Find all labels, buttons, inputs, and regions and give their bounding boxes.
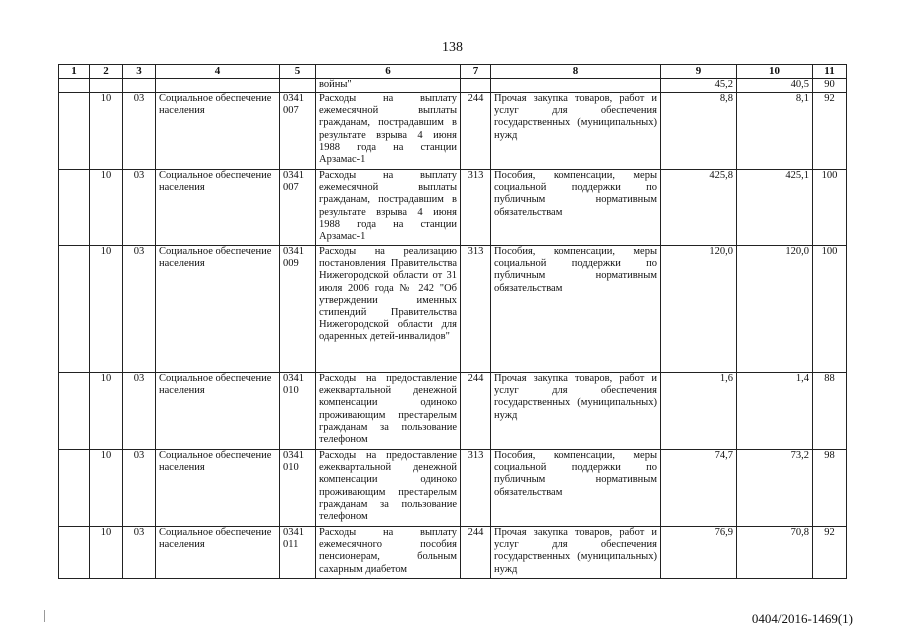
header-cell: 7 <box>461 65 491 79</box>
cell-subsection: 03 <box>123 373 156 450</box>
cell <box>491 79 661 93</box>
cell-type-name: Прочая закупка товаров, работ и услуг для обеспечения государственных (муниципальных) нужд <box>491 527 661 579</box>
cell <box>59 373 90 450</box>
cell-description: Расходы на выплату ежемесячной выплаты гражданам, пострадавшим в результате взрыва 4 июня 1988 года на станции Арзамас-1 <box>316 93 461 170</box>
cell-type-name: Пособия, компенсации, меры социальной поддержки по публичным нормативным обязательствам <box>491 450 661 527</box>
cell-actual: 70,8 <box>737 527 813 579</box>
cell <box>59 79 90 93</box>
document-code: 0404/2016-1469(1) <box>751 611 853 626</box>
cell <box>59 170 90 246</box>
cell-actual: 73,2 <box>737 450 813 527</box>
header-cell: 8 <box>491 65 661 79</box>
cell <box>156 79 280 93</box>
cell-description: Расходы на выплату ежемесячной выплаты гражданам, пострадавшим в результате взрыва 4 июня 1988 года на станции Арзамас-1 <box>316 170 461 246</box>
cell-plan: 76,9 <box>661 527 737 579</box>
cell-type: 244 <box>461 373 491 450</box>
cell-type: 244 <box>461 93 491 170</box>
cell-percent: 92 <box>813 93 847 170</box>
cell <box>461 79 491 93</box>
cell-percent: 92 <box>813 527 847 579</box>
cell-plan: 120,0 <box>661 246 737 373</box>
cell-section: 10 <box>90 450 123 527</box>
cell-type: 244 <box>461 527 491 579</box>
cell-plan: 45,2 <box>661 79 737 93</box>
cell-section: 10 <box>90 170 123 246</box>
cell-actual: 120,0 <box>737 246 813 373</box>
cell-type: 313 <box>461 170 491 246</box>
cell-description: Расходы на реализацию постановления Правительства Нижегородской области от 31 июля 2006 года № 242 "Об утверждении именных стипендий Правительства Нижегородской области для одаренных детей-инвалидов" <box>316 246 461 373</box>
cell-subsection: 03 <box>123 170 156 246</box>
cell-category: Социальное обеспечение населения <box>156 246 280 373</box>
table-row <box>59 170 847 246</box>
page-number: 138 <box>442 40 463 55</box>
cell-section: 10 <box>90 373 123 450</box>
header-row <box>59 65 847 79</box>
header-cell: 2 <box>90 65 123 79</box>
cell-section: 10 <box>90 527 123 579</box>
cell <box>90 79 123 93</box>
header-cell: 11 <box>813 65 847 79</box>
table-row <box>59 373 847 450</box>
cell-plan: 425,8 <box>661 170 737 246</box>
cell-code: 0341 007 <box>280 170 316 246</box>
cell <box>59 93 90 170</box>
cell-category: Социальное обеспечение населения <box>156 373 280 450</box>
cell-category: Социальное обеспечение населения <box>156 170 280 246</box>
cell-actual: 40,5 <box>737 79 813 93</box>
cell-type: 313 <box>461 246 491 373</box>
cell-percent: 88 <box>813 373 847 450</box>
cell-description: Расходы на выплату ежемесячного пособия пенсионерам, больным сахарным диабетом <box>316 527 461 579</box>
cell-description: Расходы на предоставление ежеквартальной денежной компенсации одиноко проживающим престарелым гражданам за пользование телефоном <box>316 373 461 450</box>
cell <box>59 527 90 579</box>
cell-category: Социальное обеспечение населения <box>156 450 280 527</box>
cell-percent: 100 <box>813 170 847 246</box>
cell <box>123 79 156 93</box>
cell-description: войны" <box>316 79 461 93</box>
table-row <box>59 450 847 527</box>
header-cell: 1 <box>59 65 90 79</box>
cell <box>59 246 90 373</box>
header-cell: 9 <box>661 65 737 79</box>
cell-code: 0341 009 <box>280 246 316 373</box>
cell-subsection: 03 <box>123 527 156 579</box>
cell-actual: 1,4 <box>737 373 813 450</box>
table-row <box>59 246 847 373</box>
cell-subsection: 03 <box>123 450 156 527</box>
table-row <box>59 93 847 170</box>
cell-type: 313 <box>461 450 491 527</box>
cell-subsection: 03 <box>123 93 156 170</box>
cell-subsection: 03 <box>123 246 156 373</box>
cell-category: Социальное обеспечение населения <box>156 93 280 170</box>
header-cell: 3 <box>123 65 156 79</box>
cell-percent: 90 <box>813 79 847 93</box>
cell-type-name: Пособия, компенсации, меры социальной поддержки по публичным нормативным обязательствам <box>491 170 661 246</box>
cell-percent: 98 <box>813 450 847 527</box>
table-row <box>59 79 847 93</box>
cell-code: 0341 010 <box>280 450 316 527</box>
cell-plan: 8,8 <box>661 93 737 170</box>
cell-code: 0341 007 <box>280 93 316 170</box>
cell-code: 0341 011 <box>280 527 316 579</box>
cell-type-name: Прочая закупка товаров, работ и услуг для обеспечения государственных (муниципальных) нужд <box>491 93 661 170</box>
header-cell: 5 <box>280 65 316 79</box>
cell-category: Социальное обеспечение населения <box>156 527 280 579</box>
budget-table <box>58 64 847 579</box>
cell-actual: 8,1 <box>737 93 813 170</box>
header-cell: 10 <box>737 65 813 79</box>
cell-type-name: Пособия, компенсации, меры социальной поддержки по публичным нормативным обязательствам <box>491 246 661 373</box>
cell-type-name: Прочая закупка товаров, работ и услуг для обеспечения государственных (муниципальных) нужд <box>491 373 661 450</box>
cell-section: 10 <box>90 93 123 170</box>
cell-description: Расходы на предоставление ежеквартальной денежной компенсации одиноко проживающим престарелым гражданам за пользование телефоном <box>316 450 461 527</box>
table-row <box>59 527 847 579</box>
header-cell: 6 <box>316 65 461 79</box>
cell <box>280 79 316 93</box>
cell-code: 0341 010 <box>280 373 316 450</box>
header-cell: 4 <box>156 65 280 79</box>
cell-plan: 74,7 <box>661 450 737 527</box>
cell-actual: 425,1 <box>737 170 813 246</box>
cell-percent: 100 <box>813 246 847 373</box>
cell-section: 10 <box>90 246 123 373</box>
cell-plan: 1,6 <box>661 373 737 450</box>
scan-mark <box>44 610 45 622</box>
cell <box>59 450 90 527</box>
